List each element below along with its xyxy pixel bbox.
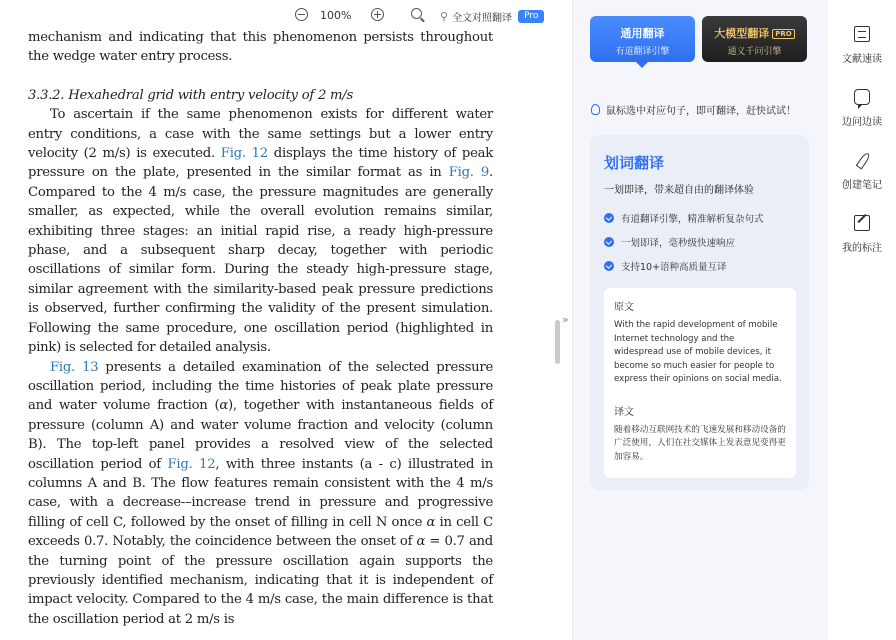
tab-llm-translate[interactable] [702,16,807,62]
chat-icon [854,89,870,105]
word-translate-card [590,135,809,490]
feature-item: 有道翻译引擎，精准解析复杂句式 [604,211,764,225]
original-label: 原文 [614,302,634,313]
sidebar-item-label: 文献速读 [842,54,882,65]
translate-panel [573,0,828,640]
figure-link[interactable]: Fig. 9 [448,165,490,181]
search-icon [411,8,422,19]
paragraph: To ascertain if the same phenomenon exists for different water entry conditions, a case with the same settings but a lower entry velocity (2 m/s) is executed. Fig. 12 displays the time history of peak pressure on the plate, presented in the similar format as in Fig. 9. Compared to the 4 m/s case, the pressure magnitudes are generally smaller, as expected, while the overall evolution remains similar, exhibiting three stages: an initial rapid rise, a ready high-pressure phase, and a subsequent sharp decay, together with periodic oscillations of similar form. During the steady high-pressure stage, similar agreement with the similarity-based peak pressure predictions is observed, further confirming the validity of the present simulation. Following the same procedure, one oscillation period (highlighted in pink) is selected for detailed analysis. [28,107,493,356]
lightbulb-icon [591,104,600,115]
zoom-in-button[interactable] [371,8,384,21]
hint-text: 鼠标选中对应句子，即可翻译，赶快试试！ [591,102,796,117]
card-title: 划词翻译 [604,154,665,172]
sidebar-item-ask-read[interactable] [828,89,896,128]
sidebar-item-label: 创建笔记 [842,180,882,191]
pro-badge: Pro [518,10,544,23]
collapse-panel-icon[interactable]: » [562,313,569,326]
document-body [28,28,493,629]
tab-title: 通用翻译 [620,27,665,40]
zoom-out-icon [295,8,308,21]
pen-icon [854,152,870,168]
translate-icon: ⚲ [440,10,449,23]
zoom-level[interactable]: 100% [320,9,352,22]
check-icon [604,237,614,247]
document-icon [854,26,870,42]
tab-subtitle: 有道翻译引擎 [615,47,670,57]
feature-item: 一划即译，毫秒级快速响应 [604,235,735,249]
paragraph: Fig. 13 presents a detailed examination of the selected pressure oscillation period, including the time histories of peak plate pressure and water volume fraction (α), together with instantaneous fields of pressure (column A) and water volume fraction and velocity (column B). The top-left panel provides a resolved view of the selected oscillation period of Fig. 12, with three instants (a - c) illustrated in columns A and B. The flow features remain consistent with the 4 m/s case, with a decrease-–increase trend in pressure and progressive filling of cell C, followed by the onset of filling in cell N once α in cell C exceeds 0.7. Notably, the coincidence between the onset of α = 0.7 and the turning point of the pressure oscillation again supports the previously identified mechanism, indicating that it is independent of impact velocity. Compared to the 4 m/s case, the main difference is that the oscillation period at 2 m/s is [28,359,493,627]
translate-all-button[interactable] [440,9,544,24]
section-heading: 3.3.2. Hexahedral grid with entry velocity of 2 m/s [28,87,354,103]
figure-link[interactable]: Fig. 13 [50,359,99,375]
figure-link[interactable]: Fig. 12 [220,146,268,162]
feature-item: 支持10+语种高质量互译 [604,259,727,273]
sidebar-item-create-note[interactable] [828,152,896,191]
figure-link[interactable]: Fig. 12 [167,456,216,472]
sidebar-item-label: 我的标注 [842,243,882,254]
check-icon [604,261,614,271]
check-icon [604,213,614,223]
right-sidebar [828,0,896,640]
example-box [604,288,796,478]
card-subtitle: 一划即译，带来超自由的翻译体验 [604,185,754,196]
edit-icon [854,215,870,231]
sidebar-item-my-annotations[interactable] [828,215,896,254]
tab-title: 大模型翻译 [714,27,770,40]
scrollbar-thumb[interactable] [555,320,560,364]
tab-general-translate[interactable] [590,16,695,62]
pro-tag: PRO [772,29,794,39]
translate-all-label: 全文对照翻译 [452,13,513,24]
translation-label: 译文 [614,406,634,418]
zoom-out-button[interactable] [295,8,308,21]
translation-text: 随着移动互联网技术的飞速发展和移动设备的广泛使用，人们在社交媒体上发表意见变得更加容易。 [614,424,786,462]
search-button[interactable] [411,8,422,19]
zoom-in-icon [371,8,384,21]
sidebar-item-label: 边问边读 [842,117,882,128]
tab-subtitle: 通义千问引擎 [727,47,782,57]
original-text: With the rapid development of mobile Internet technology and the widespread use of mobile devices, it become so much easier for people to express their opinions on social media. [614,320,782,384]
paragraph: mechanism and indicating that this phenomenon persists throughout the wedge water entry process. [28,30,493,65]
sidebar-item-quick-read[interactable] [828,26,896,65]
